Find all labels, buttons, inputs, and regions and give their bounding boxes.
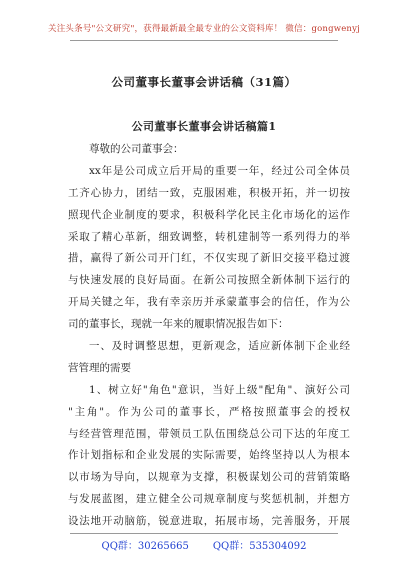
paragraph-line: 开局关键之年，我有幸亲历并承蒙董事会的信任，作为公 — [68, 296, 350, 309]
paragraph-line: 工齐心协力，团结一致，克服困难，积极开拓，并一切按 — [68, 186, 350, 199]
document-title: 公司董事长董事会讲话稿（31篇） — [111, 75, 297, 89]
subheading-line: 营管理的需要 — [68, 361, 131, 374]
paragraph-line: "主角"。作为公司的董事长，严格按照董事会的授权 — [68, 405, 350, 418]
document-body — [68, 139, 350, 533]
footer-qq-group-2: QQ群：535304092 — [212, 541, 307, 552]
footer-divider — [70, 533, 338, 534]
footer-qq-group-1: QQ群：30265665 — [101, 541, 189, 552]
paragraph-line: 司的董事长，现就一年来的履职情况报告如下： — [68, 318, 289, 331]
paragraph-line: 以市场为导向，以规章为支撑，积极谋划公司的营销策略 — [68, 471, 350, 484]
salutation-line: 尊敬的公司董事会： — [89, 143, 184, 155]
section-heading: 公司董事长董事会讲话稿篇1 — [131, 120, 277, 133]
paragraph-line: 与发展蓝图，建立健全公司规章制度与奖惩机制，并想方 — [68, 493, 350, 506]
paragraph-line: 与快速发展的良好局面。在新公司按照全新体制下运行的 — [68, 274, 350, 287]
subheading-line: 一、及时调整思想，更新观念，适应新体制下企业经 — [89, 340, 350, 353]
paragraph-line: 与经营管理范围，带领员工队伍围绕总公司下达的年度工 — [68, 427, 350, 440]
paragraph-line: 设法地开动脑筋，锐意进取，拓展市场，完善服务，开展 — [68, 515, 350, 528]
paragraph-line: 采取了精心革新，细致调整，转机建制等一系列得力的举 — [68, 230, 350, 243]
header-divider — [70, 40, 338, 41]
paragraph-line: 照现代企业制度的要求，积极科学化民主化市场化的运作 — [68, 208, 350, 221]
paragraph-line: xx年是公司成立后开局的重要一年，经过公司全体员 — [89, 164, 350, 177]
paragraph-line: 措，赢得了新公司开门红，不仅实现了新旧交接平稳过渡 — [68, 252, 350, 265]
footer — [0, 537, 408, 552]
paragraph-line: 作计划指标和企业发展的实际需要，始终坚持以人为根本 — [68, 449, 350, 462]
paragraph-line: 1、树立好"角色"意识，当好上级"配角"、演好公司 — [89, 383, 350, 396]
header-banner: 关注头条号"公文研究"，获得最新最全最专业的公文资料库！ 微信：gongwenyj — [48, 24, 360, 34]
